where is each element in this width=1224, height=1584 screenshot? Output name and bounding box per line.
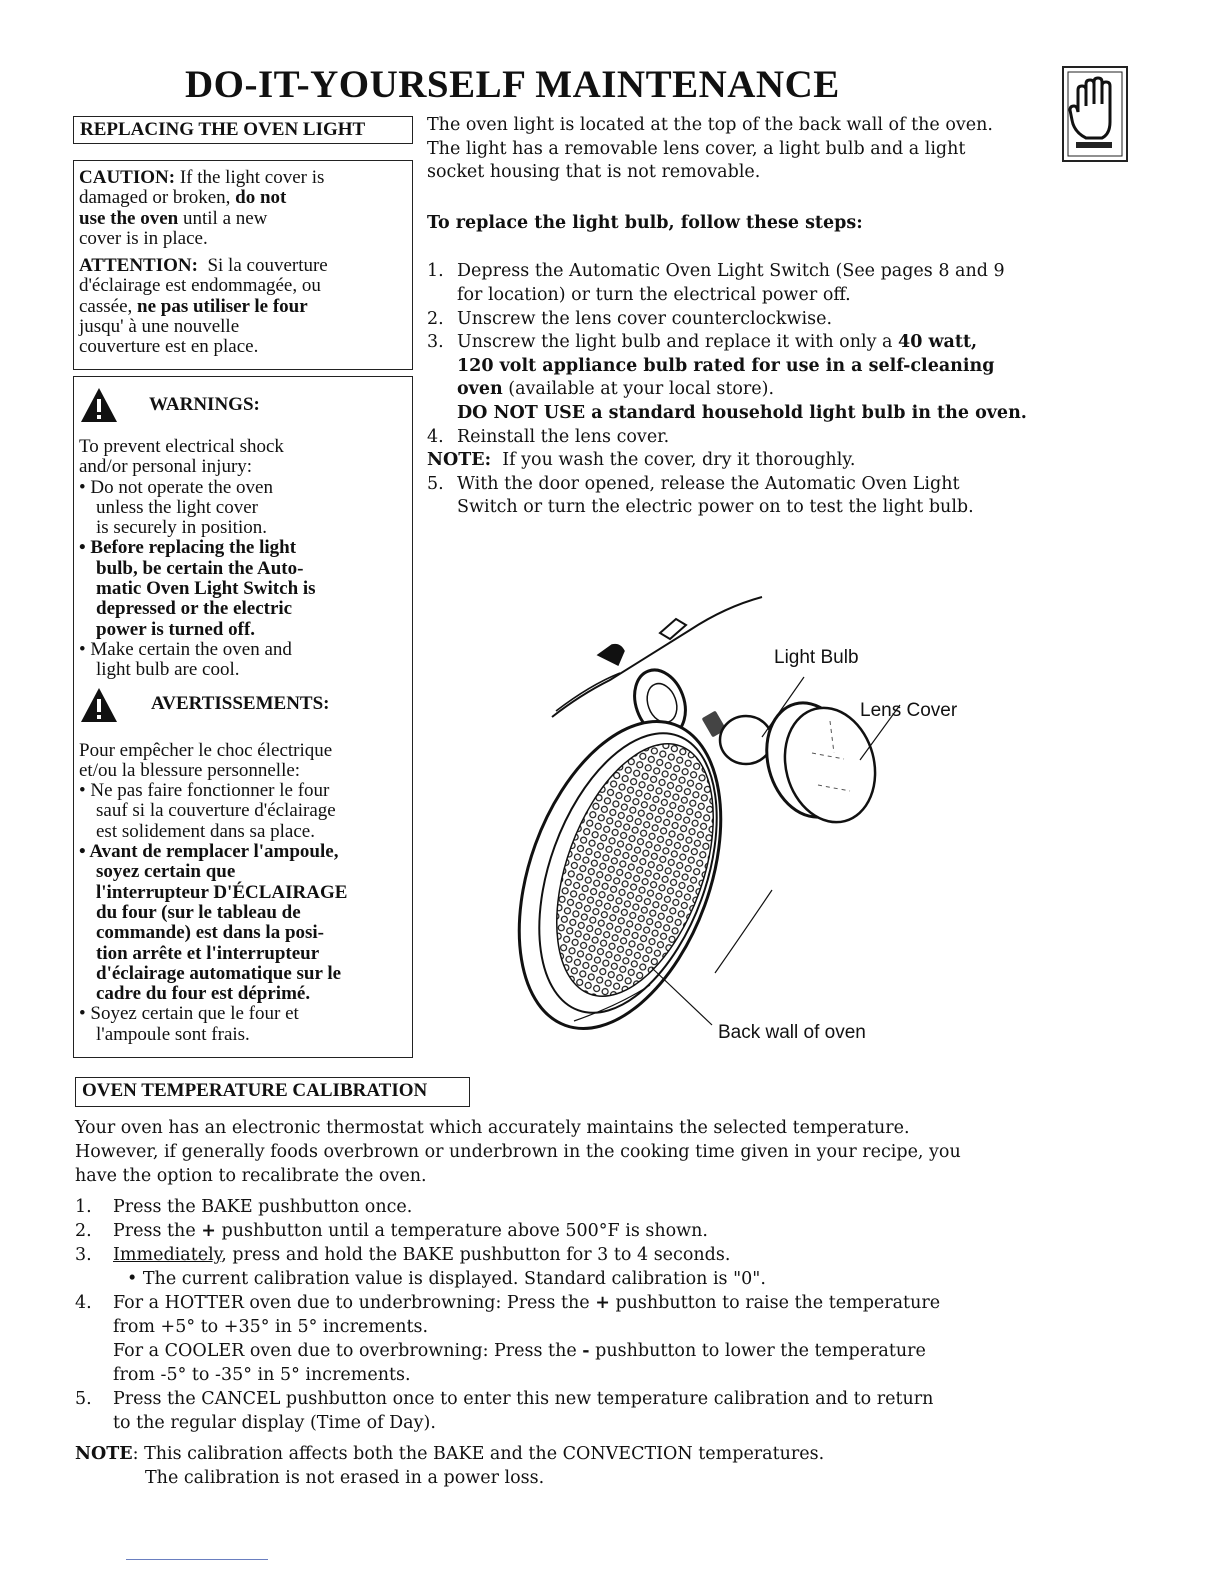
avertissement-line: • Soyez certain que le four et xyxy=(79,1003,299,1025)
attention-text: jusqu' à une nouvelle xyxy=(79,316,240,338)
avertissement-line: et/ou la blessure personnelle: xyxy=(79,759,301,781)
step-text: For a COOLER oven due to overbrowning: Press the xyxy=(113,1341,577,1361)
warning-triangle-icon xyxy=(79,686,119,724)
step-text: Immediately xyxy=(113,1245,222,1265)
step-text: to the regular display (Time of Day). xyxy=(113,1413,436,1433)
step-number: 1. xyxy=(427,261,444,282)
calibration-step xyxy=(75,1195,1075,1219)
step-text: DO NOT USE a standard household light bulb in the oven. xyxy=(457,402,1027,423)
step-text: 120 volt appliance bulb rated for use in a self-cleaning xyxy=(457,355,995,376)
caution-box xyxy=(73,160,413,370)
step-text: Press the xyxy=(113,1221,196,1241)
step-number: 5. xyxy=(427,473,444,494)
step-text: , press and hold the BAKE pushbutton for 3 to 4 seconds. xyxy=(221,1245,731,1265)
attention-text: couverture est en place. xyxy=(79,336,259,358)
step-item xyxy=(427,331,1057,425)
step-number: 3. xyxy=(427,332,444,353)
light-instructions xyxy=(427,114,1057,520)
step-text: + xyxy=(201,1221,216,1241)
avertissement-line: du four (sur le tableau de xyxy=(96,901,301,923)
section-header-replacing-light: REPLACING THE OVEN LIGHT xyxy=(73,116,413,144)
warning-line: unless the light cover xyxy=(96,496,258,518)
avertissement-line: • Avant de remplacer l'ampoule, xyxy=(79,841,339,863)
steps-heading: To replace the light bulb, follow these steps: xyxy=(427,212,863,233)
warning-line: • Before replacing the light xyxy=(79,537,297,559)
caution-text: cover is in place. xyxy=(79,227,208,249)
avertissement-line: est solidement dans sa place. xyxy=(96,820,315,842)
calibration-intro: However, if generally foods overbrown or underbrown in the cooking time given in your recipe, you xyxy=(75,1142,961,1162)
warning-line: is securely in position. xyxy=(96,517,267,539)
note-text: : This calibration affects both the BAKE and the CONVECTION temperatures. xyxy=(132,1444,825,1464)
step-item xyxy=(427,308,1057,332)
switch-icon xyxy=(598,645,624,665)
caution-text: until a new xyxy=(182,207,268,229)
section-header-calibration: OVEN TEMPERATURE CALIBRATION xyxy=(75,1077,470,1107)
step-text: • The current calibration value is displayed. Standard calibration is "0". xyxy=(127,1269,766,1289)
step-text: - xyxy=(582,1341,590,1361)
avertissement-line: cadre du four est déprimé. xyxy=(96,983,311,1005)
step-text: Reinstall the lens cover. xyxy=(457,426,670,447)
footer-rule xyxy=(126,1559,268,1560)
calibration-intro: Your oven has an electronic thermostat which accurately maintains the selected temperature. xyxy=(75,1118,910,1138)
intro-line: The oven light is located at the top of the back wall of the oven. xyxy=(427,115,993,135)
step-text: Press the BAKE pushbutton once. xyxy=(113,1197,413,1217)
avertissements-label: AVERTISSEMENTS: xyxy=(151,693,330,715)
step-text: pushbutton until a temperature above 500°F is shown. xyxy=(221,1221,708,1241)
step-text: oven xyxy=(457,379,503,400)
step-text: from -5° to -35° in 5° increments. xyxy=(113,1365,411,1385)
light-bulb-icon xyxy=(702,710,772,764)
note-text: The calibration is not erased in a power loss. xyxy=(145,1468,545,1488)
warning-line: depressed or the electric xyxy=(96,598,293,620)
step-text: Depress the Automatic Oven Light Switch (See pages 8 and 9 xyxy=(457,261,1005,282)
step-item xyxy=(427,260,1057,307)
note-label: NOTE: xyxy=(427,450,492,471)
calibration-intro: have the option to recalibrate the oven. xyxy=(75,1166,427,1186)
calibration-instructions xyxy=(75,1116,1075,1490)
avertissement-line: tion arrête et l'interrupteur xyxy=(96,942,320,964)
step-number: 1. xyxy=(75,1197,92,1217)
avertissement-line: Pour empêcher le choc électrique xyxy=(79,739,333,761)
oven-wall-edge xyxy=(552,597,762,717)
calibration-step xyxy=(75,1387,1075,1435)
caution-text: damaged or broken, xyxy=(79,187,231,209)
warning-line: and/or personal injury: xyxy=(79,456,253,478)
attention-text: ne pas utiliser le four xyxy=(137,295,308,317)
attention-text: d'éclairage est endommagée, ou xyxy=(79,275,321,297)
avertissement-line: • Ne pas faire fonctionner le four xyxy=(79,780,330,802)
avertissement-line: d'éclairage automatique sur le xyxy=(96,962,342,984)
warning-line: light bulb are cool. xyxy=(96,659,240,681)
label-back-wall: Back wall of oven xyxy=(718,1022,866,1043)
oven-light-diagram xyxy=(500,585,1020,1055)
label-light-bulb: Light Bulb xyxy=(774,647,859,668)
caution-label: CAUTION: xyxy=(79,167,176,188)
attention-text: Si la couverture xyxy=(207,255,328,277)
warning-line: bulb, be certain the Auto- xyxy=(96,557,304,579)
avertissement-line: sauf si la couverture d'éclairage xyxy=(96,800,336,822)
avertissement-line: l'ampoule sont frais. xyxy=(96,1023,250,1045)
step-text: from +5° to +35° in 5° increments. xyxy=(113,1317,429,1337)
step-number: 4. xyxy=(427,426,444,447)
warning-line: To prevent electrical shock xyxy=(79,436,284,457)
caution-text: do not xyxy=(235,187,287,209)
calibration-step xyxy=(75,1219,1075,1243)
calibration-step xyxy=(75,1291,1075,1387)
warning-line: • Make certain the oven and xyxy=(79,638,292,660)
calibration-step xyxy=(75,1243,1075,1291)
step-item xyxy=(427,473,1057,520)
intro-line: The light has a removable lens cover, a light bulb and a light xyxy=(427,138,966,159)
step-text: (available at your local store). xyxy=(508,379,775,400)
step-text: Switch or turn the electric power on to test the light bulb. xyxy=(457,497,974,518)
step-number: 5. xyxy=(75,1389,92,1409)
step-text: 40 watt, xyxy=(898,332,978,353)
stop-hand-icon xyxy=(1062,66,1128,162)
warning-line: matic Oven Light Switch is xyxy=(96,578,316,600)
caution-text: If the light cover is xyxy=(179,167,325,188)
step-text: + xyxy=(595,1293,610,1313)
step-text: pushbutton to raise the temperature xyxy=(615,1293,941,1313)
step-text: Unscrew the light bulb and replace it with only a xyxy=(457,332,893,353)
step-number: 2. xyxy=(427,308,444,329)
avertissement-line: commande) est dans la posi- xyxy=(96,922,325,944)
attention-text: cassée, xyxy=(79,295,133,317)
step-number: 3. xyxy=(75,1245,92,1265)
page-title: DO-IT-YOURSELF MAINTENANCE xyxy=(185,63,840,106)
step-text: For a HOTTER oven due to underbrowning: Press the xyxy=(113,1293,590,1313)
step-text: pushbutton to lower the temperature xyxy=(595,1341,926,1361)
warning-line: • Do not operate the oven xyxy=(79,476,273,498)
intro-line: socket housing that is not removable. xyxy=(427,162,761,183)
step-text: With the door opened, release the Automatic Oven Light xyxy=(457,473,960,494)
step-text: Unscrew the lens cover counterclockwise. xyxy=(457,308,833,329)
label-lens-cover: Lens Cover xyxy=(860,700,958,721)
avertissement-line: soyez certain que xyxy=(96,861,236,883)
step-number: 4. xyxy=(75,1293,92,1313)
step-text: for location) or turn the electrical power off. xyxy=(457,284,851,305)
note-text: If you wash the cover, dry it thoroughly. xyxy=(502,450,856,471)
step-text: Press the CANCEL pushbutton once to enter this new temperature calibration and to return xyxy=(113,1389,934,1409)
step-number: 2. xyxy=(75,1221,92,1241)
warning-line: power is turned off. xyxy=(96,618,256,640)
warnings-label: WARNINGS: xyxy=(149,393,260,415)
attention-label: ATTENTION: xyxy=(79,255,198,277)
warning-triangle-icon xyxy=(79,386,119,424)
warnings-box xyxy=(73,376,413,1058)
avertissement-line: l'interrupteur D'ÉCLAIRAGE xyxy=(96,881,348,903)
step-item xyxy=(427,426,1057,450)
note-label: NOTE xyxy=(75,1444,133,1464)
caution-text: use the oven xyxy=(79,207,179,229)
